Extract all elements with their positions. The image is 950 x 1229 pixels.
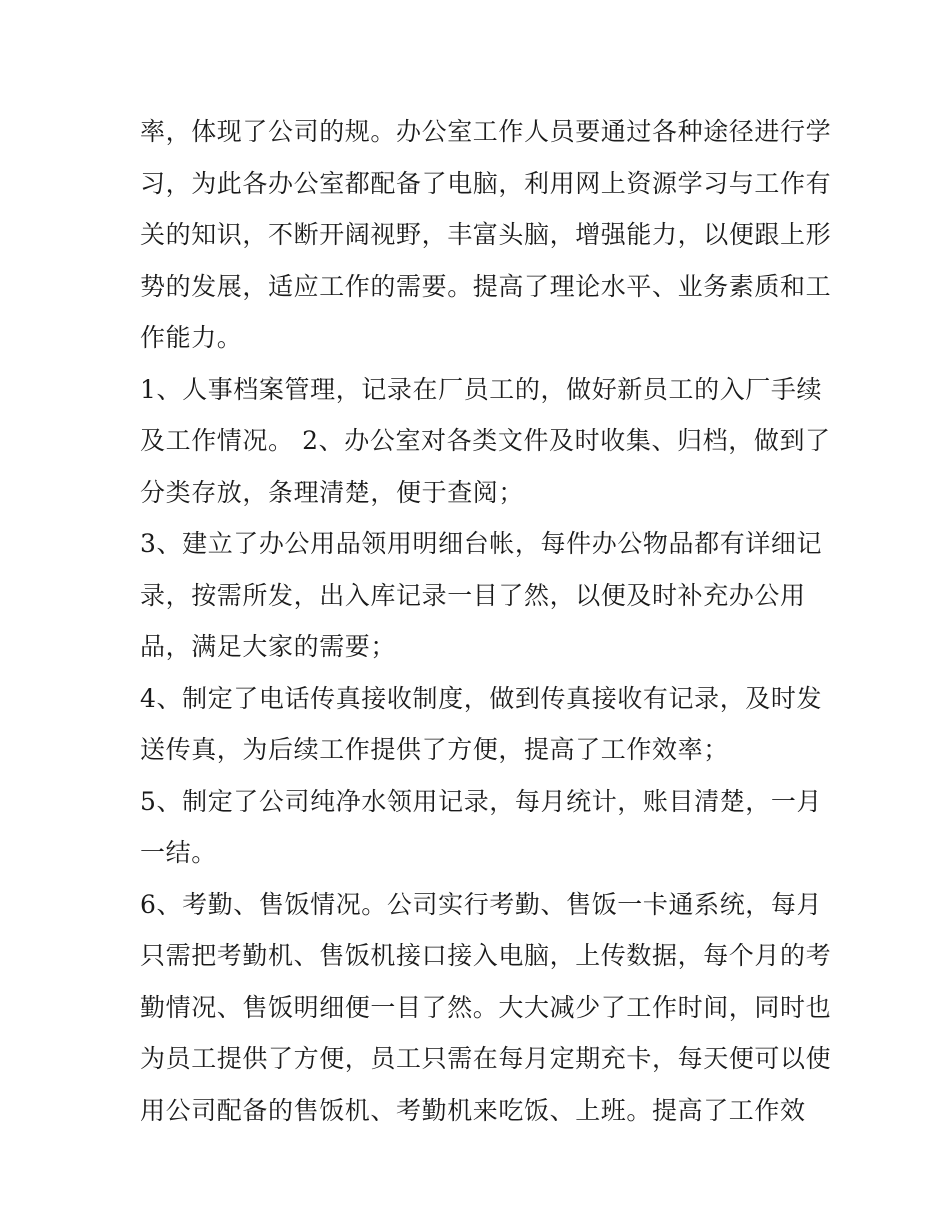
text-line: 关的知识，不断开阔视野，丰富头脑，增强能力，以便跟上形 <box>140 220 832 249</box>
text-line: 6、考勤、售饭情况。公司实行考勤、售饭一卡通系统，每月 <box>140 889 823 919</box>
text-line: 为员工提供了方便，员工只需在每月定期充卡，每天便可以使 <box>140 1044 832 1073</box>
body-text <box>140 106 832 1136</box>
text-line: 3、建立了办公用品领用明细台帐，每件办公物品都有详细记 <box>140 529 823 558</box>
text-line: 品，满足大家的需要； <box>140 632 397 661</box>
text-line: 录，按需所发，出入库记录一目了然，以便及时补充办公用 <box>140 580 806 610</box>
text-line: 勤情况、售饭明细便一目了然。大大减少了工作时间，同时也 <box>140 992 832 1022</box>
text-line: 及工作情况。 2、办公室对各类文件及时收集、归档，做到了 <box>140 426 831 455</box>
text-line: 率，体现了公司的规。办公室工作人员要通过各种途径进行学 <box>140 117 832 146</box>
text-line: 只需把考勤机、售饭机接口接入电脑，上传数据，每个月的考 <box>140 941 832 970</box>
text-line: 作能力。 <box>140 323 243 352</box>
text-line: 用公司配备的售饭机、考勤机来吃饭、上班。提高了工作效 <box>140 1095 806 1125</box>
text-line: 1、人事档案管理，记录在厂员工的，做好新员工的入厂手续 <box>140 374 823 404</box>
text-line: 送传真，为后续工作提供了方便，提高了工作效率； <box>140 735 729 764</box>
text-line: 势的发展，适应工作的需要。提高了理论水平、业务素质和工 <box>140 271 832 301</box>
text-line: 习，为此各办公室都配备了电脑，利用网上资源学习与工作有 <box>140 168 832 198</box>
text-line: 一结。 <box>140 838 217 867</box>
text-line: 4、制定了电话传真接收制度，做到传真接收有记录，及时发 <box>140 683 823 713</box>
text-line: 分类存放，条理清楚，便于查阅； <box>140 477 525 507</box>
text-line: 5、制定了公司纯净水领用记录，每月统计，账目清楚，一月 <box>140 786 823 816</box>
